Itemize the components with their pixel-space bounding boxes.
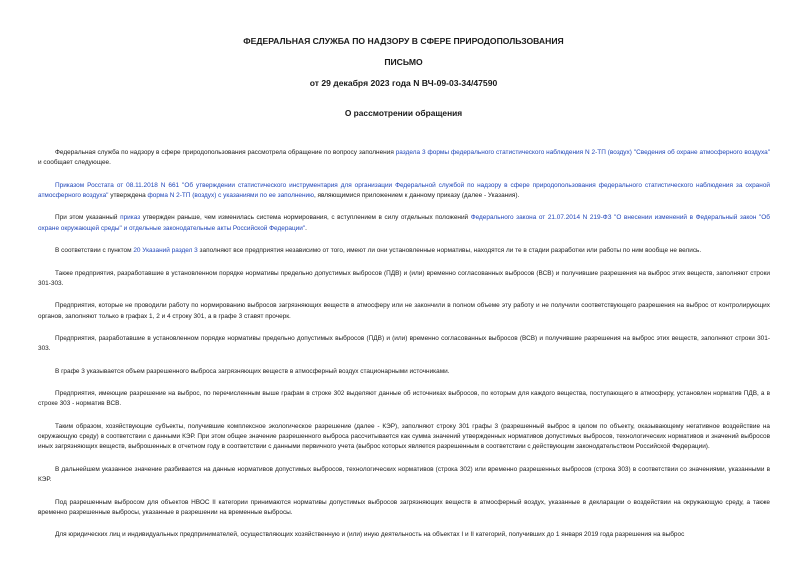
paragraph-text: Предприятия, имеющие разрешение на выброс, по перечисленным выше графам в строке 302 выделяют данные об источниках выбросов, по которым для каждого вещества, поступающего в атмосферу, установлен норматив ПДВ, а в строке 303 - норматив ВСВ. xyxy=(38,390,770,408)
paragraph-text: В дальнейшем указанное значение разбивается на данные нормативов допустимых выбросов, технологических нормативов (строка 302) или временно разрешенных выбросов (строка 303) в соответствии со значениями, указанными в КЭР. xyxy=(38,465,770,484)
paragraph-text: Также предприятия, разработавшие в установленном порядке нормативы предельно допустимых выбросов (ПДВ) и (или) временно согласованных выбросов (ВСВ) и получившие разрешения на выброс этих веществ, заполняют строки 301-303. xyxy=(38,269,770,287)
paragraph-text: утвержден раньше, чем изменилась система нормирования, с вступлением в силу отдельных положений xyxy=(140,214,471,222)
paragraph-text: При этом указанный xyxy=(55,214,121,222)
paragraph-text: утверждена xyxy=(108,191,148,199)
paragraph xyxy=(38,269,770,289)
paragraph-text: заполняют все предприятия независимо от того, имеют ли они установленные нормативы, находятся ли те в стадии разработки или работы по ним вообще не велись. xyxy=(197,247,702,255)
document-type: ПИСЬМО xyxy=(384,57,423,67)
paragraph xyxy=(38,246,770,256)
paragraph-text: В графе 3 указывается объем разрешенного выброса загрязняющих веществ в атмосферный воздух стационарными источниками. xyxy=(55,367,450,375)
paragraph-text: В соответствии с пунктом xyxy=(55,247,134,255)
paragraph xyxy=(38,389,770,409)
document-date-number: от 29 декабря 2023 года N ВЧ-09-03-34/47590 xyxy=(309,78,498,88)
document-link[interactable]: раздела 3 формы федерального статистического наблюдения N 2-ТП (воздух) "Сведения об охране атмосферного воздуха" xyxy=(395,149,770,156)
paragraph-text: . xyxy=(305,224,307,232)
paragraph xyxy=(38,367,770,377)
paragraph xyxy=(38,465,770,485)
agency-name: ФЕДЕРАЛЬНАЯ СЛУЖБА ПО НАДЗОРУ В СФЕРЕ ПРИРОДОПОЛЬЗОВАНИЯ xyxy=(243,36,564,46)
document-link[interactable]: Приказом Росстата от 08.11.2018 N 661 "Об утверждении статистического инструментария для организации Федеральной службой по надзору в сфере природопользования федерального статистического наблюдения за охраной атмосферного воздуха" xyxy=(38,181,770,199)
document-link[interactable]: форма N 2-ТП (воздух) с указаниями по ее заполнению xyxy=(147,191,314,199)
document-link[interactable]: Федерального закона от 21.07.2014 N 219-ФЗ "О внесении изменений в Федеральный закон "Об охране окружающей среды" и отдельные законодательные акты Российской Федерации" xyxy=(38,214,770,232)
paragraph xyxy=(38,148,770,168)
paragraph-text: Для юридических лиц и индивидуальных предпринимателей, осуществляющих хозяйственную и (или) иную деятельность на объектах I и II категорий, получивших до 1 января 2019 года разрешения на выброс xyxy=(55,531,685,539)
paragraph xyxy=(38,530,770,540)
paragraph-text: Под разрешенным выбросом для объектов НВОС II категории принимаются нормативы допустимых выбросов загрязняющих веществ в атмосферный воздух, указанные в декларации о воздействии на окружающую среду, а также временно разрешенные выбросы, указанные в разрешении на временные выбросы. xyxy=(38,498,770,516)
paragraph xyxy=(38,498,770,518)
paragraph-text: Предприятия, которые не проводили работу по нормированию выбросов загрязняющих веществ в атмосферу или не закончили в полном объеме эту работу и не получили соответствующего разрешения на выброс от контролирующих органов, заполняют только в графах 1, 2 и 4 строку 301, а в графе 3 ставят прочерк. xyxy=(38,302,770,320)
document-link[interactable]: приказ xyxy=(120,214,141,222)
paragraph-text: и сообщает следующее. xyxy=(38,159,111,167)
document-subject: О рассмотрении обращения xyxy=(344,108,463,118)
paragraph xyxy=(38,181,770,201)
paragraph-text: Таким образом, хозяйствующие субъекты, получившие комплексное экологическое разрешение (далее - КЭР), заполняют строку 301 графы 3 (разрешенный выброс в целом по объекту, оказывающему негативное воздействие на окружающую среду) в соответствии с данными КЭР. При этом общее значение разрешенного выброса рассчитывается как сумма значений утвержденных нормативов допустимых выбросов, технологических нормативов и значений выбросов иных загрязняющих веществ, выброшенных в отчетном году в соответствии с данными первичного учета (выброс которых является разрешенным в соответствии с действующим законодательством Российской Федерации). xyxy=(38,422,770,451)
paragraph-text: Предприятия, разработавшие в установленном порядке нормативы предельно допустимых выбросов (ПДВ) и (или) временно согласованных выбросов (ВСВ) и получившие разрешения на выброс этих веществ, заполняют строки 301-303. xyxy=(38,335,770,353)
document-link[interactable]: 20 Указаний раздел 3 xyxy=(133,247,198,255)
paragraph xyxy=(38,334,770,354)
paragraph-text: , являющимися приложением к данному приказу (далее - Указания). xyxy=(313,191,520,199)
paragraph xyxy=(38,422,770,453)
document-body xyxy=(38,148,770,553)
paragraph xyxy=(38,213,770,233)
paragraph-text: Федеральная служба по надзору в сфере природопользования рассмотрела обращение по вопросу заполнения xyxy=(55,149,396,156)
paragraph xyxy=(38,301,770,321)
